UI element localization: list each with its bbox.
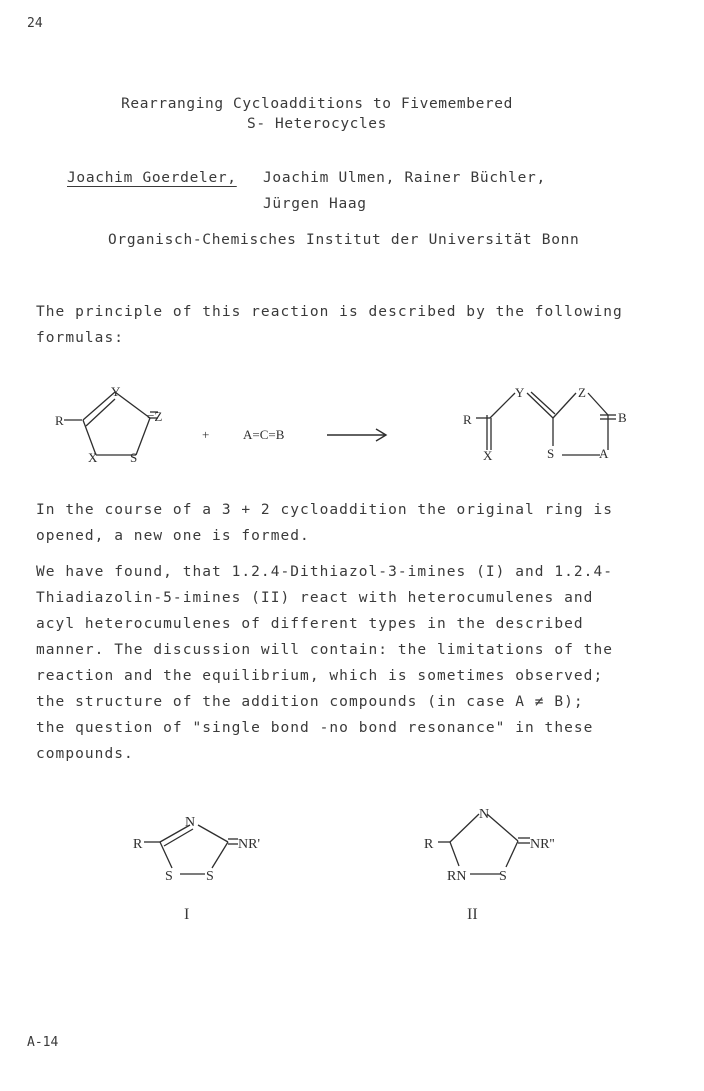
paragraph-2-line-1: We have found, that 1.2.4-Dithiazol-3-imines (I) and 1.2.4- [36, 564, 614, 580]
compound-i-label: I [184, 906, 190, 923]
compound-i-atom-r: R [133, 837, 143, 852]
coauthors-line-2: Jürgen Haag [263, 196, 367, 212]
compound-ii-atom-n: N [479, 807, 490, 822]
product-atom-y: Y [515, 385, 525, 400]
compound-ii-nr-group: NR'' [530, 837, 555, 852]
product-atom-s: S [547, 446, 555, 461]
plus-sign: + [202, 427, 210, 442]
compound-ii-atom-s: S [499, 869, 507, 884]
reactant-atom-x: X [88, 450, 98, 465]
paragraph-2-line-7: the question of "single bond -no bond resonance" in these [36, 720, 594, 736]
affiliation: Organisch-Chemisches Institut der Universität Bonn [108, 232, 580, 248]
product-atom-z: Z [578, 385, 586, 400]
page-number: 24 [27, 16, 43, 31]
footer-page-code: A-14 [27, 1035, 59, 1050]
paragraph-1-line-1: In the course of a 3 + 2 cycloaddition the original ring is [36, 502, 614, 518]
compound-ii-label: II [467, 906, 478, 923]
reactant-atom-z: =Z [147, 409, 163, 424]
compound-ii-structure [424, 807, 555, 884]
reactant-atom-y: Y [111, 384, 121, 399]
product-atom-r: R [463, 412, 472, 427]
compound-i-structure [133, 815, 260, 884]
paragraph-2-line-6: the structure of the addition compounds (in case A ≠ B); [36, 694, 584, 710]
title-line-2: S- Heterocycles [247, 116, 387, 132]
reactant-atom-r: R [55, 413, 64, 428]
intro-line-2: formulas: [36, 330, 125, 346]
compound-ii-atom-r: R [424, 837, 434, 852]
compound-ii-rn-group: RN [447, 869, 467, 884]
title-line-1: Rearranging Cycloadditions to Fivemembered [121, 96, 513, 112]
first-author: Joachim Goerdeler, [67, 170, 237, 186]
paragraph-2-line-5: reaction and the equilibrium, which is sometimes observed; [36, 668, 604, 684]
paragraph-2-line-4: manner. The discussion will contain: the limitations of the [36, 642, 614, 658]
reactant-atom-s: S [130, 450, 138, 465]
coauthors-line-1: Joachim Ulmen, Rainer Büchler, [263, 170, 546, 186]
paragraph-2-line-2: Thiadiazolin-5-imines (II) react with heterocumulenes and [36, 590, 594, 606]
compound-i-atom-s1: S [165, 869, 173, 884]
compound-i-atom-s2: S [206, 869, 214, 884]
paragraph-2-line-8: compounds. [36, 746, 134, 762]
intro-line-1: The principle of this reaction is described by the following [36, 304, 623, 320]
reagent-heterocumulene: A=C=B [243, 427, 285, 442]
compound-i-atom-n: N [185, 815, 196, 830]
product-atom-b: B [618, 410, 627, 425]
paragraph-2-line-3: acyl heterocumulenes of different types in the described [36, 616, 584, 632]
product-atom-a: A [599, 446, 609, 461]
paragraph-1-line-2: opened, a new one is formed. [36, 528, 310, 544]
compound-i-nr-group: NR' [238, 837, 260, 852]
product-atom-x: X [483, 448, 493, 463]
